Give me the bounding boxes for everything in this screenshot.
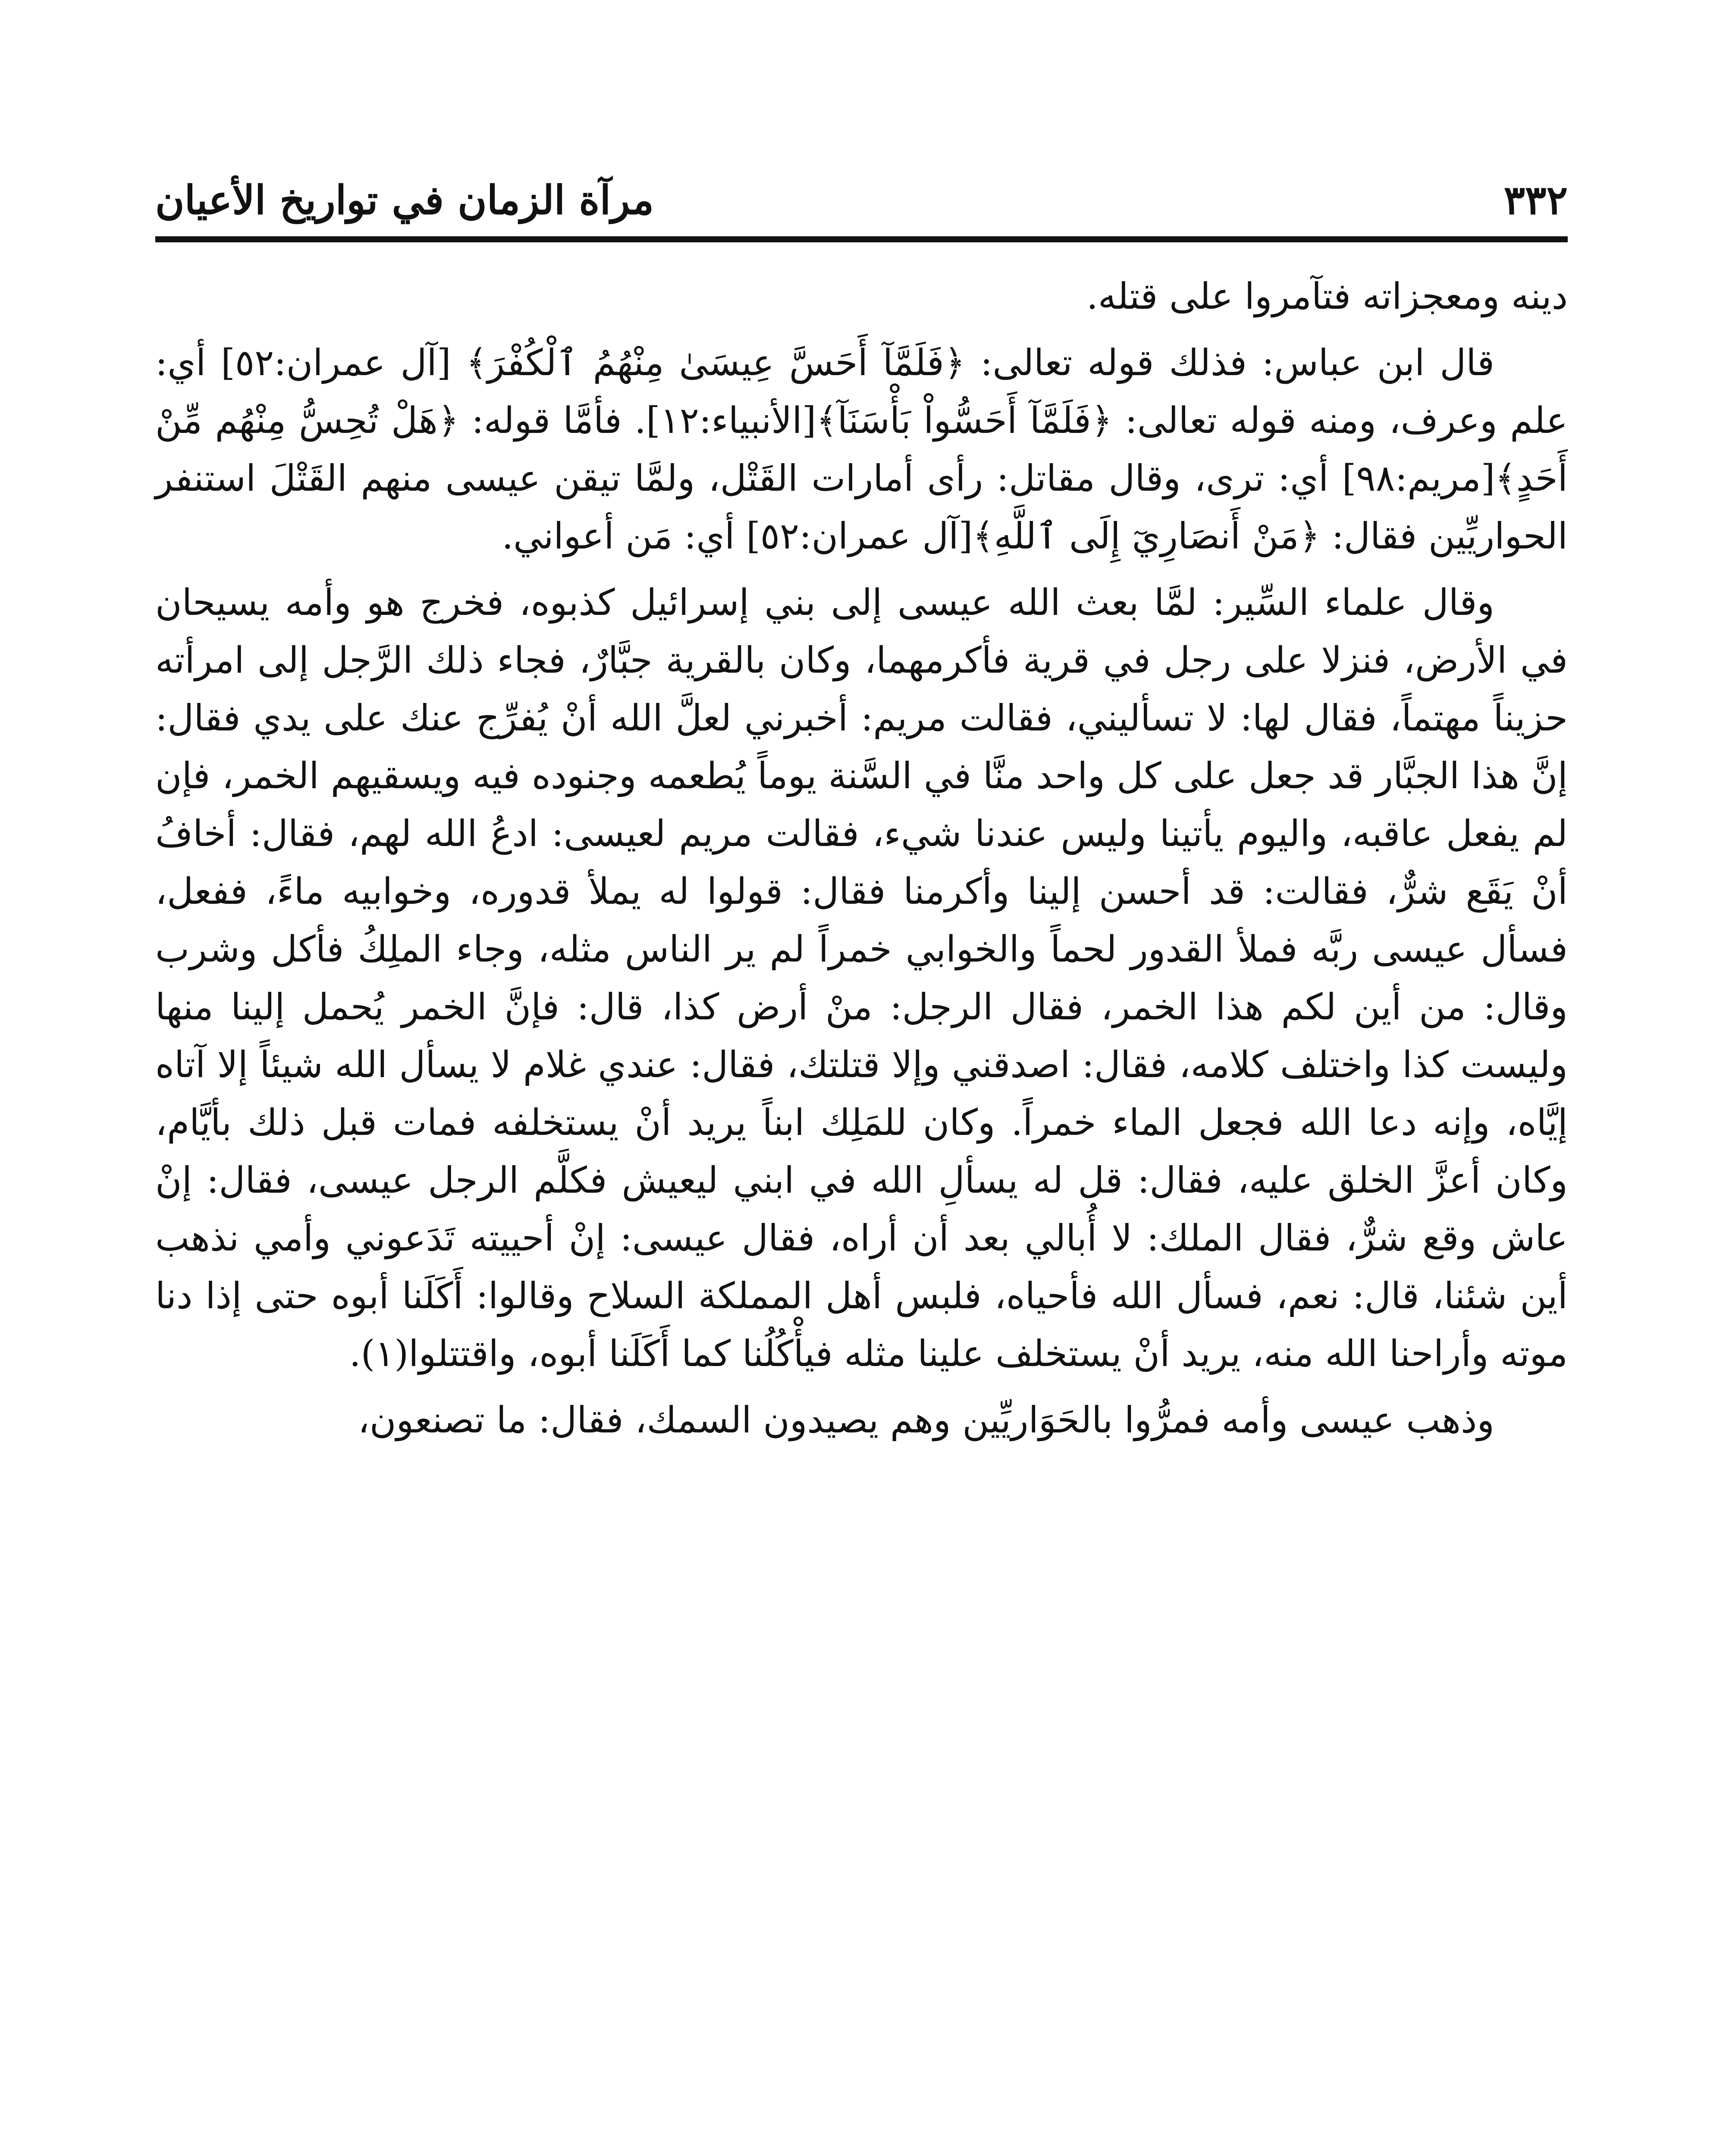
paragraph-3: وقال علماء السِّير: لمَّا بعث الله عيسى إلى بني إسرائيل كذبوه، فخرج هو وأمه يسيحان في الأرض، فنزلا على رجل في قرية فأكرمهما، وكان بالقرية جبَّارٌ، فجاء ذلك الرَّجل إلى امرأته حزيناً مهتماً، فقال لها: لا تسأليني، فقالت مريم: أخبرني لعلَّ الله أنْ يُفرِّج عنك على يدي فقال: إنَّ هذا الجبَّار قد جعل على كل واحد منَّا في السَّنة يوماً يُطعمه وجنوده فيه ويسقيهم الخمر، فإن لم يفعل عاقبه، واليوم يأتينا وليس عندنا شيء، فقالت مريم لعيسى: ادعُ الله لهم، فقال: أخافُ أنْ يَقَع شرٌّ، فقالت: قد أحسن إلينا وأكرمنا فقال: قولوا له يملأ قدوره، وخوابيه ماءً، ففعل، فسأل عيسى ربَّه فملأ القدور لحماً والخوابي خمراً لم ير الناس مثله، وجاء الملِكُ فأكل وشرب وقال: من أين لكم هذا الخمر، فقال الرجل: منْ أرض كذا، قال: فإنَّ الخمر يُحمل إلينا منها وليست كذا واختلف كلامه، فقال: اصدقني وإلا قتلتك، فقال: عندي غلام لا يسأل الله شيئاً إلا آتاه إيَّاه، وإنه دعا الله فجعل الماء خمراً. وكان للمَلِك ابناً يريد أنْ يستخلفه فمات قبل ذلك بأيَّام، وكان أعزَّ الخلق عليه، فقال: قل له يسألِ الله في ابني ليعيش فكلَّم الرجل عيسى، فقال: إنْ عاش وقع شرٌّ، فقال الملك: لا أُبالي بعد أن أراه، فقال عيسى: إنْ أحييته تَدَعوني وأمي نذهب أين شئنا، قال: نعم، فسأل الله فأحياه، فلبس أهل المملكة السلاح وقالوا: أَكَلَنا أبوه حتى إذا دنا موته وأراحنا الله منه، يريد أنْ يستخلف علينا مثله فيأْكُلُنا كما أَكَلَنا أبوه، واقتتلوا(١). xyxy=(155,581,1568,1375)
page-number: ٣٣٢ xyxy=(1503,177,1568,223)
paragraph-2: قال ابن عباس: فذلك قوله تعالى: ﴿فَلَمَّآ أَحَسَّ عِيسَىٰ مِنْهُمُ ٱلْكُفْرَ﴾ [آل عمران:٥٢] أي: علم وعرف، ومنه قوله تعالى: ﴿فَلَمَّآ أَحَسُّواْ بَأْسَنَآ﴾[الأنبياء:١٢]. فأمَّا قوله: ﴿هَلْ تُحِسُّ مِنْهُم مِّنْ أَحَدٍ﴾[مريم:٩٨] أي: ترى، وقال مقاتل: رأى أمارات القَتْل، ولمَّا تيقن عيسى منهم القَتْلَ استنفر الحواريِّين فقال: ﴿مَنْ أَنصَارِيٓ إِلَى ٱللَّهِ﴾[آل عمران:٥٢] أي: مَن أعواني. xyxy=(155,342,1568,557)
paragraph-4: وذهب عيسى وأمه فمرُّوا بالحَوَاريِّين وهم يصيدون السمك، فقال: ما تصنعون، xyxy=(358,1399,1494,1441)
page-header xyxy=(155,155,1568,223)
page-body xyxy=(155,267,1568,1457)
book-title: مرآة الزمان في تواريخ الأعيان xyxy=(155,177,654,223)
paragraph-1: دينه ومعجزاته فتآمروا على قتله. xyxy=(1086,275,1568,317)
header-rule xyxy=(155,236,1568,242)
